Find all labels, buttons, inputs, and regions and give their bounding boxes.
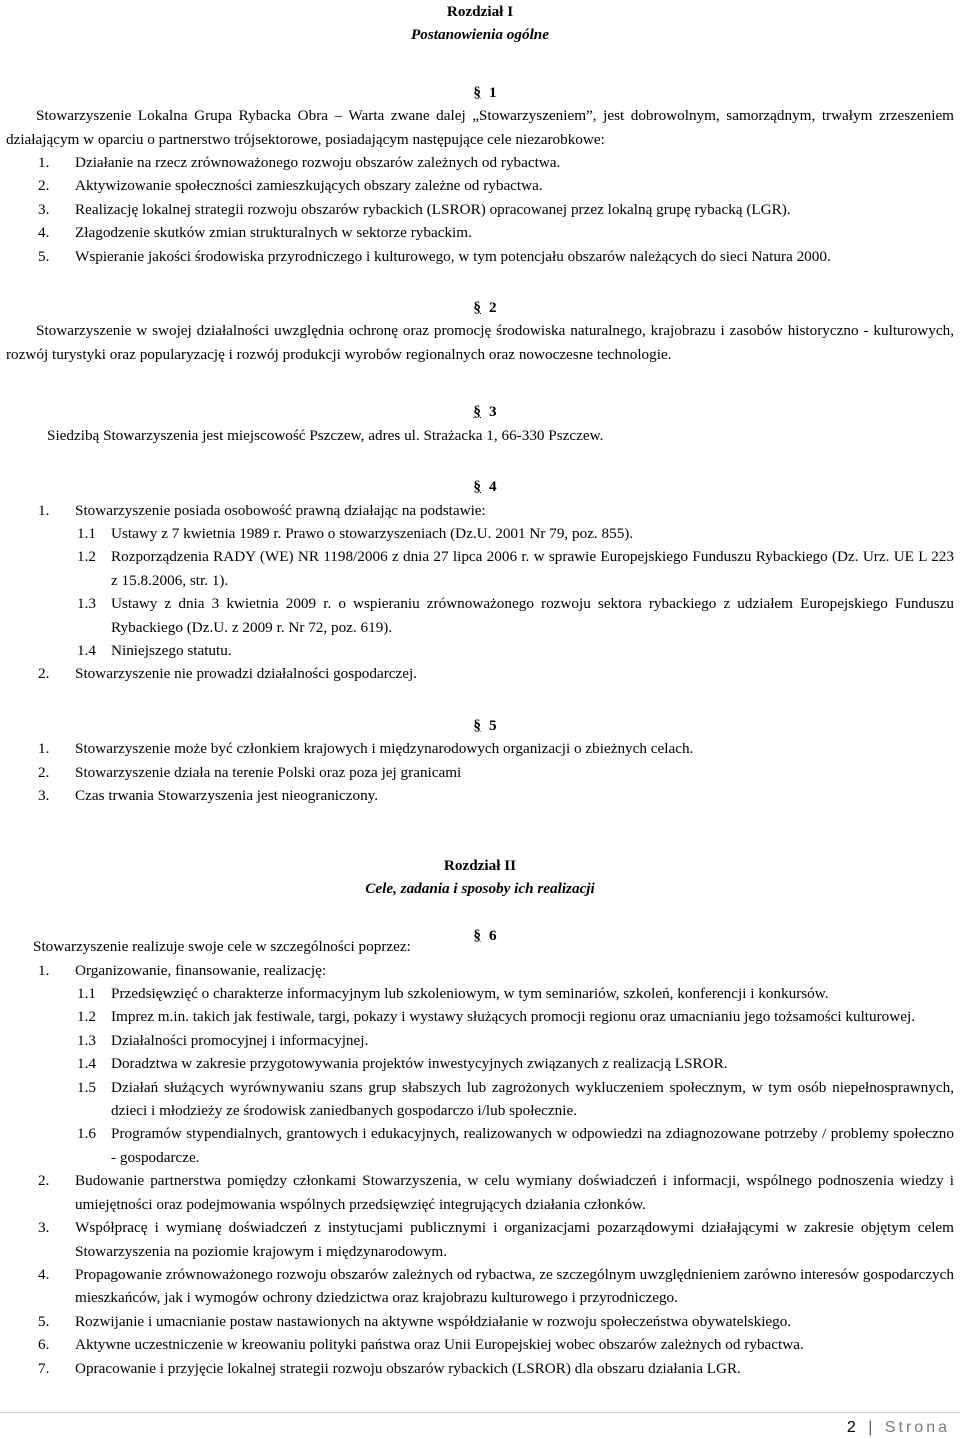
list-item: 1. Stowarzyszenie posiada osobowość prawną działając na podstawie: — [38, 501, 486, 519]
list-item: 2. Stowarzyszenie nie prowadzi działalności gospodarczej. — [38, 665, 418, 683]
list-subitem: 1.4 Niniejszego statutu. — [77, 641, 232, 659]
section-number: 5 — [489, 716, 497, 734]
list-subitem: 1.3 Ustawy z dnia 3 kwietnia 2009 r. o wspieraniu zrównoważonego rozwoju sektora rybackiego z udziałem Europejskiego Funduszu Rybackiego (Dz.U. z 2009 r. Nr 72, poz. 619). — [77, 595, 954, 636]
section-symbol: § — [473, 716, 481, 734]
section-3-text: Siedzibą Stowarzyszenia jest miejscowość Pszczew, adres ul. Strażacka 1, 66-330 Pszczew. — [47, 426, 604, 444]
section-5-list — [0, 737, 960, 807]
section-symbol: § — [473, 926, 481, 944]
section-number: 1 — [489, 83, 497, 101]
list-item: 6. Aktywne uczestniczenie w kreowaniu polityki państwa oraz Unii Europejskiej wobec obszarów zależnych od rybactwa. — [38, 1336, 804, 1354]
list-item: 1. Działanie na rzecz zrównoważonego rozwoju obszarów zależnych od rybactwa. — [38, 154, 561, 172]
list-item: 2. Stowarzyszenie działa na terenie Polski oraz poza jej granicami — [38, 763, 462, 781]
list-subitem: 1.1 Przedsięwzięć o charakterze informacyjnym lub szkoleniowym, w tym seminariów, szkoleń, konferencji i konkursów. — [77, 985, 829, 1003]
list-item: 7. Opracowanie i przyjęcie lokalnej strategii rozwoju obszarów rybackich (LSROR) dla obszaru działania LGR. — [38, 1359, 741, 1377]
section-number: 3 — [489, 403, 497, 421]
section-1-heading — [0, 81, 960, 104]
list-item: 2. Aktywizowanie społeczności zamieszkujących obszary zależne od rybactwa. — [38, 177, 543, 195]
chapter-2-subtitle: Cele, zadania i sposoby ich realizacji — [365, 880, 595, 898]
list-item: 4. Propagowanie zrównoważonego rozwoju obszarów zależnych od rybactwa, ze szczególnym uwzględnieniem zarówno interesów gospodarczych mieszkańców, jak i wymogów ochrony dziedzictwa oraz krajobrazu kulturowego i przyrodniczego. — [38, 1265, 954, 1307]
list-subitem: 1.6 Programów stypendialnych, grantowych i edukacyjnych, realizowanych w odpowiedzi na zdiagnozowane potrzeby / problemy społeczno - gospodarcze. — [77, 1125, 954, 1166]
section-2-heading — [0, 296, 960, 319]
section-2-text: Stowarzyszenie w swojej działalności uwzględnia ochronę oraz promocję środowiska naturalnego, krajobrazu i zasobów historyczno - kulturowych, rozwój turystyki oraz popularyzację i rozwój produkcji wyrobów regionalnych oraz nowoczesne technologie. — [6, 322, 954, 363]
list-item: 2. Budowanie partnerstwa pomiędzy członkami Stowarzyszenia, w celu wymiany doświadczeń i informacji, wspólnego podnoszenia wiedzy i umiejętności oraz podejmowania wspólnych przedsięwzięć integrujących działania członków. — [38, 1172, 954, 1213]
section-5-heading — [0, 714, 960, 737]
footer-separator: | — [868, 1419, 876, 1436]
section-number: 4 — [489, 478, 497, 496]
list-item: 1. Stowarzyszenie może być członkiem krajowych i międzynarodowych organizacji o zbieżnych celach. — [38, 740, 694, 758]
section-symbol: § — [473, 478, 481, 496]
chapter-2 — [0, 854, 960, 1380]
footer-word: Strona — [884, 1419, 950, 1436]
section-number: 6 — [489, 926, 497, 944]
section-4-heading — [0, 475, 960, 498]
section-4-list — [0, 499, 960, 686]
list-item: 5. Wspieranie jakości środowiska przyrodniczego i kulturowego, w tym potencjału obszarów należących do sieci Natura 2000. — [38, 247, 831, 265]
page-footer — [0, 1412, 960, 1436]
section-number: 2 — [489, 299, 497, 317]
list-item: 3. Współpracę i wymianę doświadczeń z instytucjami publicznymi i organizacjami pozarządowymi działającymi w zakresie objętym celem Stowarzyszenia na poziomie krajowym i międzynarodowym. — [38, 1219, 954, 1260]
section-symbol: § — [473, 299, 481, 317]
section-3-heading — [0, 400, 960, 423]
list-subitem: 1.2 Rozporządzenia RADY (WE) NR 1198/2006 z dnia 27 lipca 2006 r. w sprawie Europejskiego Funduszu Rybackiego (Dz. Urz. UE L 223 z 15.8.2006, str. 1). — [77, 548, 954, 589]
section-6-intro: Stowarzyszenie realizuje swoje cele w szczególności poprzez: — [33, 938, 411, 956]
list-item: 3. Czas trwania Stowarzyszenia jest nieograniczony. — [38, 786, 379, 804]
section-symbol: § — [473, 403, 481, 421]
list-item: 5. Rozwijanie i umacnianie postaw nastawionych na aktywne współdziałanie w rozwoju społeczeństwa obywatelskiego. — [38, 1312, 792, 1330]
chapter-2-title: Rozdział II — [443, 857, 517, 874]
section-1-list — [0, 151, 960, 268]
chapter-1-title: Rozdział I — [446, 3, 514, 20]
list-subitem: 1.5 Działań służących wyrównywaniu szans grup słabszych lub zagrożonych wykluczeniem społecznym, w tym osób niepełnosprawnych, dzieci i młodzieży ze środowisk zaniedbanych gospodarczo i/lub społecznie. — [77, 1078, 954, 1120]
list-subitem: 1.4 Doradztwa w zakresie przygotowywania projektów inwestycyjnych związanych z realizacją LSROR. — [77, 1055, 728, 1073]
page-number-value: 2 — [846, 1419, 859, 1436]
list-subitem: 1.3 Działalności promocyjnej i informacyjnej. — [77, 1031, 369, 1049]
section-6-list — [0, 959, 960, 1380]
section-symbol: § — [473, 83, 481, 101]
list-item: 3. Realizację lokalnej strategii rozwoju obszarów rybackich (LSROR) opracowanej przez lokalną grupę rybacką (LGR). — [38, 200, 791, 218]
list-subitem: 1.2 Imprez m.in. takich jak festiwale, targi, pokazy i wystawy służących promocji regionu oraz umacnianiu jego tożsamości kulturowej. — [77, 1008, 915, 1026]
chapter-1-subtitle: Postanowienia ogólne — [411, 26, 549, 44]
section-1-intro: Stowarzyszenie Lokalna Grupa Rybacka Obra – Warta zwane dalej „Stowarzyszeniem”, jest dobrowolnym, samorządnym, trwałym zrzeszeniem działającym w oparciu o partnerstwo trójsektorowe, posiadającym następujące cele niezarobkowe: — [6, 107, 954, 148]
list-subitem: 1.1 Ustawy z 7 kwietnia 1989 r. Prawo o stowarzyszeniach (Dz.U. 2001 Nr 79, poz. 855). — [77, 524, 634, 542]
list-item: 4. Złagodzenie skutków zmian strukturalnych w sektorze rybackim. — [38, 224, 472, 242]
list-item: 1. Organizowanie, finansowanie, realizację: — [38, 961, 327, 979]
